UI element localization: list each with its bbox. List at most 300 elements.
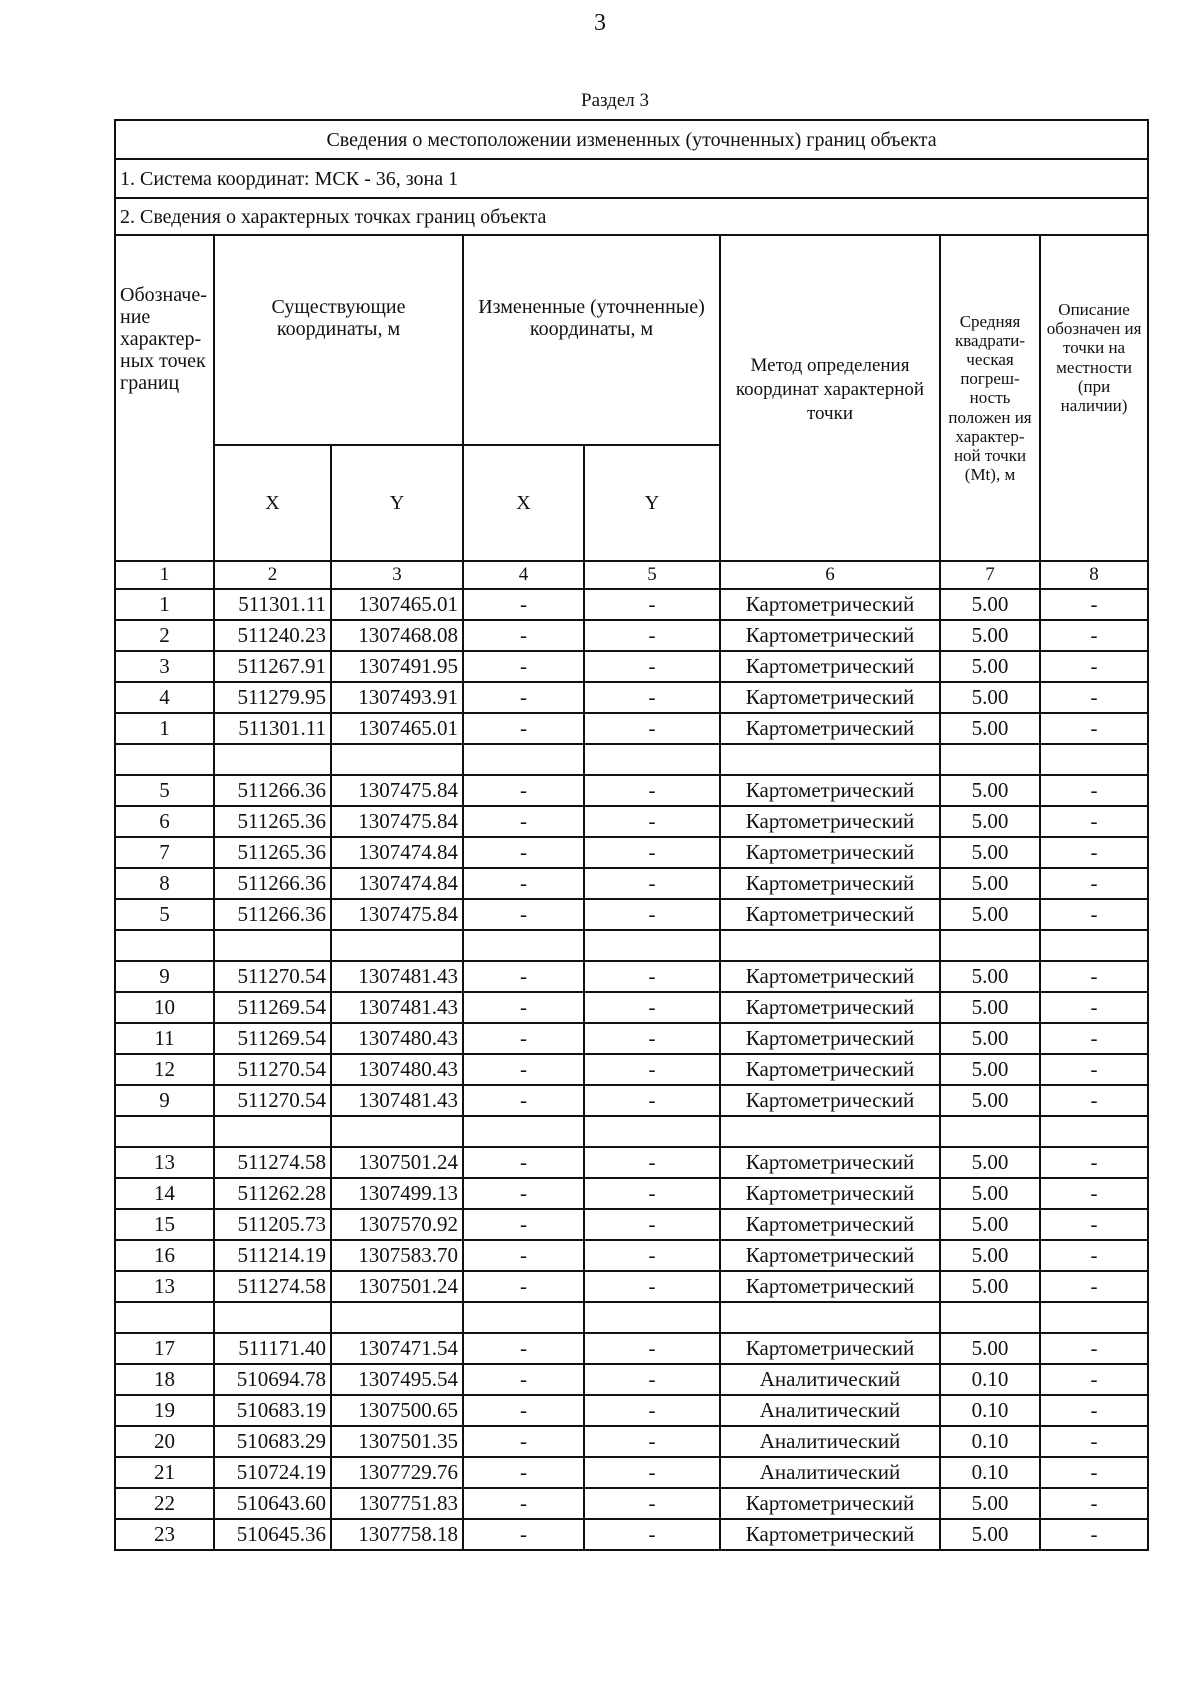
- empty-cell: [584, 1116, 720, 1147]
- empty-cell: [463, 1116, 584, 1147]
- point-number: 13: [115, 1147, 214, 1178]
- method-value: Картометрический: [720, 961, 940, 992]
- changed-x: -: [463, 1426, 584, 1457]
- point-number: 16: [115, 1240, 214, 1271]
- point-number: 12: [115, 1054, 214, 1085]
- description-value: -: [1040, 1333, 1148, 1364]
- existing-y: 1307474.84: [331, 837, 463, 868]
- table-row: [115, 806, 1148, 837]
- page-number: 3: [594, 10, 606, 36]
- changed-y: -: [584, 1240, 720, 1271]
- col-header-mt: Средняя квадрати- ческая погреш- ность положен ия характер- ной точки (Mt), м: [940, 235, 1040, 561]
- existing-x: 511274.58: [214, 1271, 331, 1302]
- description-value: -: [1040, 1209, 1148, 1240]
- description-value: -: [1040, 1085, 1148, 1116]
- table-row: [115, 837, 1148, 868]
- changed-x: -: [463, 775, 584, 806]
- method-value: Картометрический: [720, 992, 940, 1023]
- mt-value: 5.00: [940, 775, 1040, 806]
- mt-value: 5.00: [940, 620, 1040, 651]
- mt-value: 5.00: [940, 1178, 1040, 1209]
- empty-cell: [584, 930, 720, 961]
- point-number: 5: [115, 775, 214, 806]
- changed-x: -: [463, 1085, 584, 1116]
- column-number: 1: [115, 561, 214, 589]
- point-number: 10: [115, 992, 214, 1023]
- empty-cell: [1040, 930, 1148, 961]
- table-row: [115, 1209, 1148, 1240]
- mt-value: 5.00: [940, 1519, 1040, 1550]
- description-value: -: [1040, 713, 1148, 744]
- column-number: 3: [331, 561, 463, 589]
- table-row: [115, 1333, 1148, 1364]
- point-number: 6: [115, 806, 214, 837]
- changed-y: -: [584, 589, 720, 620]
- existing-y: 1307583.70: [331, 1240, 463, 1271]
- point-number: 3: [115, 651, 214, 682]
- col-header-method: Метод определения координат характерной точки: [720, 235, 940, 561]
- existing-y: 1307480.43: [331, 1054, 463, 1085]
- existing-x: 511266.36: [214, 775, 331, 806]
- table-row: [115, 1240, 1148, 1271]
- empty-cell: [720, 930, 940, 961]
- mt-value: 5.00: [940, 806, 1040, 837]
- mt-value: 5.00: [940, 682, 1040, 713]
- point-number: 19: [115, 1395, 214, 1426]
- changed-x: -: [463, 1178, 584, 1209]
- method-value: Картометрический: [720, 837, 940, 868]
- existing-x: 511171.40: [214, 1333, 331, 1364]
- column-number: 6: [720, 561, 940, 589]
- existing-x: 510694.78: [214, 1364, 331, 1395]
- coordinate-system: 1. Система координат: МСК - 36, зона 1: [115, 159, 1148, 198]
- description-value: -: [1040, 775, 1148, 806]
- empty-cell: [584, 1302, 720, 1333]
- method-value: Картометрический: [720, 620, 940, 651]
- table-row: [115, 899, 1148, 930]
- boundary-points-table: [114, 119, 1149, 1551]
- changed-x: -: [463, 1054, 584, 1085]
- point-number: 9: [115, 961, 214, 992]
- changed-y: -: [584, 868, 720, 899]
- empty-cell: [940, 930, 1040, 961]
- existing-y: 1307500.65: [331, 1395, 463, 1426]
- existing-y: 1307499.13: [331, 1178, 463, 1209]
- changed-y: -: [584, 1178, 720, 1209]
- existing-y: 1307481.43: [331, 961, 463, 992]
- existing-x: 511266.36: [214, 868, 331, 899]
- description-value: -: [1040, 1178, 1148, 1209]
- method-value: Аналитический: [720, 1457, 940, 1488]
- changed-x: -: [463, 1271, 584, 1302]
- method-value: Картометрический: [720, 1333, 940, 1364]
- changed-x: -: [463, 899, 584, 930]
- existing-x: 511205.73: [214, 1209, 331, 1240]
- existing-x: 511274.58: [214, 1147, 331, 1178]
- existing-x: 511265.36: [214, 837, 331, 868]
- empty-cell: [331, 1116, 463, 1147]
- method-value: Картометрический: [720, 1240, 940, 1271]
- empty-cell: [115, 1116, 214, 1147]
- col-header-existing-coords: Существующие координаты, м: [214, 235, 463, 445]
- existing-y: 1307481.43: [331, 992, 463, 1023]
- empty-cell: [1040, 744, 1148, 775]
- description-value: -: [1040, 1240, 1148, 1271]
- empty-cell: [463, 744, 584, 775]
- point-number: 1: [115, 713, 214, 744]
- points-heading: 2. Сведения о характерных точках границ объекта: [115, 198, 1148, 235]
- existing-x: 511267.91: [214, 651, 331, 682]
- table-title: Сведения о местоположении измененных (уточненных) границ объекта: [115, 120, 1148, 159]
- changed-y: -: [584, 1457, 720, 1488]
- existing-x: 510683.29: [214, 1426, 331, 1457]
- empty-cell: [720, 1302, 940, 1333]
- empty-cell: [214, 744, 331, 775]
- changed-x: -: [463, 1519, 584, 1550]
- method-value: Картометрический: [720, 806, 940, 837]
- table-row: [115, 1519, 1148, 1550]
- description-value: -: [1040, 992, 1148, 1023]
- existing-x: 511262.28: [214, 1178, 331, 1209]
- mt-value: 5.00: [940, 651, 1040, 682]
- mt-value: 5.00: [940, 992, 1040, 1023]
- method-value: Картометрический: [720, 868, 940, 899]
- changed-x: -: [463, 589, 584, 620]
- empty-cell: [463, 1302, 584, 1333]
- changed-y: -: [584, 961, 720, 992]
- changed-x: -: [463, 1488, 584, 1519]
- method-value: Аналитический: [720, 1395, 940, 1426]
- changed-y: -: [584, 682, 720, 713]
- changed-y: -: [584, 620, 720, 651]
- mt-value: 5.00: [940, 899, 1040, 930]
- point-number: 18: [115, 1364, 214, 1395]
- existing-y: 1307474.84: [331, 868, 463, 899]
- col-header-changed-coords: Измененные (уточненные) координаты, м: [463, 235, 720, 445]
- point-number: 8: [115, 868, 214, 899]
- mt-value: 5.00: [940, 1209, 1040, 1240]
- existing-x: 511265.36: [214, 806, 331, 837]
- column-number: 7: [940, 561, 1040, 589]
- existing-x: 510643.60: [214, 1488, 331, 1519]
- blank-separator-row: [115, 744, 1148, 775]
- existing-y: 1307475.84: [331, 806, 463, 837]
- existing-y: 1307570.92: [331, 1209, 463, 1240]
- table-row: [115, 620, 1148, 651]
- method-value: Картометрический: [720, 1085, 940, 1116]
- table-row: [115, 775, 1148, 806]
- existing-x: 511240.23: [214, 620, 331, 651]
- column-number: 5: [584, 561, 720, 589]
- existing-y: 1307468.08: [331, 620, 463, 651]
- point-number: 11: [115, 1023, 214, 1054]
- method-value: Картометрический: [720, 775, 940, 806]
- empty-cell: [214, 1116, 331, 1147]
- point-number: 7: [115, 837, 214, 868]
- existing-y: 1307465.01: [331, 713, 463, 744]
- method-value: Картометрический: [720, 713, 940, 744]
- method-value: Картометрический: [720, 1054, 940, 1085]
- table-row: [115, 682, 1148, 713]
- table-row: [115, 1147, 1148, 1178]
- existing-x: 510645.36: [214, 1519, 331, 1550]
- changed-x: -: [463, 1147, 584, 1178]
- column-number: 2: [214, 561, 331, 589]
- empty-cell: [331, 930, 463, 961]
- mt-value: 0.10: [940, 1364, 1040, 1395]
- existing-y: 1307758.18: [331, 1519, 463, 1550]
- empty-cell: [463, 930, 584, 961]
- method-value: Картометрический: [720, 1519, 940, 1550]
- empty-cell: [115, 1302, 214, 1333]
- col-header-existing-x: X: [214, 445, 331, 561]
- existing-y: 1307501.24: [331, 1271, 463, 1302]
- existing-x: 510683.19: [214, 1395, 331, 1426]
- changed-x: -: [463, 1209, 584, 1240]
- changed-x: -: [463, 1023, 584, 1054]
- mt-value: 5.00: [940, 961, 1040, 992]
- point-number: 22: [115, 1488, 214, 1519]
- empty-cell: [214, 930, 331, 961]
- blank-separator-row: [115, 1302, 1148, 1333]
- existing-x: 511270.54: [214, 1054, 331, 1085]
- col-header-changed-x: X: [463, 445, 584, 561]
- changed-y: -: [584, 806, 720, 837]
- changed-y: -: [584, 1519, 720, 1550]
- point-number: 9: [115, 1085, 214, 1116]
- mt-value: 5.00: [940, 1333, 1040, 1364]
- table-row: [115, 1364, 1148, 1395]
- existing-y: 1307751.83: [331, 1488, 463, 1519]
- column-number: 8: [1040, 561, 1148, 589]
- description-value: -: [1040, 1426, 1148, 1457]
- existing-x: 511269.54: [214, 992, 331, 1023]
- table-row: [115, 1054, 1148, 1085]
- changed-x: -: [463, 992, 584, 1023]
- empty-cell: [720, 744, 940, 775]
- existing-x: 511279.95: [214, 682, 331, 713]
- existing-x: 511266.36: [214, 899, 331, 930]
- changed-x: -: [463, 1364, 584, 1395]
- changed-y: -: [584, 1209, 720, 1240]
- blank-separator-row: [115, 1116, 1148, 1147]
- mt-value: 0.10: [940, 1395, 1040, 1426]
- method-value: Картометрический: [720, 1271, 940, 1302]
- table-row: [115, 589, 1148, 620]
- empty-cell: [1040, 1302, 1148, 1333]
- point-number: 15: [115, 1209, 214, 1240]
- table-row: [115, 1085, 1148, 1116]
- changed-y: -: [584, 837, 720, 868]
- changed-x: -: [463, 1395, 584, 1426]
- mt-value: 0.10: [940, 1457, 1040, 1488]
- description-value: -: [1040, 1488, 1148, 1519]
- mt-value: 5.00: [940, 1023, 1040, 1054]
- changed-y: -: [584, 1271, 720, 1302]
- changed-y: -: [584, 713, 720, 744]
- changed-x: -: [463, 1333, 584, 1364]
- description-value: -: [1040, 1457, 1148, 1488]
- description-value: -: [1040, 1364, 1148, 1395]
- empty-cell: [331, 744, 463, 775]
- point-number: 1: [115, 589, 214, 620]
- changed-x: -: [463, 806, 584, 837]
- mt-value: 5.00: [940, 1085, 1040, 1116]
- point-number: 17: [115, 1333, 214, 1364]
- changed-x: -: [463, 868, 584, 899]
- col-header-existing-y: Y: [331, 445, 463, 561]
- empty-cell: [940, 1302, 1040, 1333]
- changed-y: -: [584, 775, 720, 806]
- changed-y: -: [584, 992, 720, 1023]
- mt-value: 5.00: [940, 589, 1040, 620]
- description-value: -: [1040, 589, 1148, 620]
- mt-value: 5.00: [940, 1240, 1040, 1271]
- existing-y: 1307729.76: [331, 1457, 463, 1488]
- method-value: Картометрический: [720, 1147, 940, 1178]
- col-header-description: Описание обозначен ия точки на местности (при наличии): [1040, 235, 1148, 561]
- existing-x: 511301.11: [214, 713, 331, 744]
- existing-x: 511269.54: [214, 1023, 331, 1054]
- point-number: 14: [115, 1178, 214, 1209]
- empty-cell: [1040, 1116, 1148, 1147]
- empty-cell: [720, 1116, 940, 1147]
- blank-separator-row: [115, 930, 1148, 961]
- existing-y: 1307475.84: [331, 899, 463, 930]
- method-value: Картометрический: [720, 682, 940, 713]
- existing-y: 1307493.91: [331, 682, 463, 713]
- section-title: Раздел 3: [581, 90, 649, 111]
- method-value: Картометрический: [720, 1178, 940, 1209]
- table-row: [115, 1178, 1148, 1209]
- existing-x: 511270.54: [214, 961, 331, 992]
- point-number: 20: [115, 1426, 214, 1457]
- description-value: -: [1040, 651, 1148, 682]
- method-value: Картометрический: [720, 1488, 940, 1519]
- empty-cell: [214, 1302, 331, 1333]
- table-row: [115, 868, 1148, 899]
- changed-y: -: [584, 1333, 720, 1364]
- empty-cell: [331, 1302, 463, 1333]
- description-value: -: [1040, 682, 1148, 713]
- existing-x: 511214.19: [214, 1240, 331, 1271]
- changed-x: -: [463, 682, 584, 713]
- col-header-changed-y: Y: [584, 445, 720, 561]
- changed-y: -: [584, 1147, 720, 1178]
- existing-x: 511301.11: [214, 589, 331, 620]
- mt-value: 0.10: [940, 1426, 1040, 1457]
- description-value: -: [1040, 1519, 1148, 1550]
- point-number: 4: [115, 682, 214, 713]
- table-row: [115, 1488, 1148, 1519]
- changed-y: -: [584, 1488, 720, 1519]
- table-row: [115, 713, 1148, 744]
- method-value: Картометрический: [720, 899, 940, 930]
- description-value: -: [1040, 1147, 1148, 1178]
- method-value: Аналитический: [720, 1426, 940, 1457]
- changed-y: -: [584, 899, 720, 930]
- column-number: 4: [463, 561, 584, 589]
- changed-y: -: [584, 1054, 720, 1085]
- mt-value: 5.00: [940, 1271, 1040, 1302]
- changed-x: -: [463, 651, 584, 682]
- description-value: -: [1040, 1023, 1148, 1054]
- description-value: -: [1040, 1271, 1148, 1302]
- existing-x: 510724.19: [214, 1457, 331, 1488]
- empty-cell: [940, 1116, 1040, 1147]
- description-value: -: [1040, 899, 1148, 930]
- existing-y: 1307475.84: [331, 775, 463, 806]
- changed-x: -: [463, 837, 584, 868]
- mt-value: 5.00: [940, 1488, 1040, 1519]
- point-number: 23: [115, 1519, 214, 1550]
- changed-y: -: [584, 651, 720, 682]
- changed-x: -: [463, 713, 584, 744]
- description-value: -: [1040, 806, 1148, 837]
- description-value: -: [1040, 620, 1148, 651]
- table-row: [115, 992, 1148, 1023]
- method-value: Картометрический: [720, 1023, 940, 1054]
- description-value: -: [1040, 961, 1148, 992]
- mt-value: 5.00: [940, 1054, 1040, 1085]
- changed-x: -: [463, 620, 584, 651]
- changed-y: -: [584, 1395, 720, 1426]
- description-value: -: [1040, 868, 1148, 899]
- changed-x: -: [463, 1457, 584, 1488]
- table-row: [115, 1457, 1148, 1488]
- changed-y: -: [584, 1085, 720, 1116]
- empty-cell: [115, 744, 214, 775]
- changed-y: -: [584, 1426, 720, 1457]
- table-row: [115, 651, 1148, 682]
- mt-value: 5.00: [940, 837, 1040, 868]
- existing-y: 1307481.43: [331, 1085, 463, 1116]
- method-value: Аналитический: [720, 1364, 940, 1395]
- method-value: Картометрический: [720, 589, 940, 620]
- existing-y: 1307495.54: [331, 1364, 463, 1395]
- empty-cell: [940, 744, 1040, 775]
- table-row: [115, 1426, 1148, 1457]
- point-number: 2: [115, 620, 214, 651]
- table-row: [115, 1395, 1148, 1426]
- description-value: -: [1040, 837, 1148, 868]
- description-value: -: [1040, 1054, 1148, 1085]
- changed-x: -: [463, 961, 584, 992]
- point-number: 13: [115, 1271, 214, 1302]
- changed-y: -: [584, 1023, 720, 1054]
- mt-value: 5.00: [940, 1147, 1040, 1178]
- existing-y: 1307480.43: [331, 1023, 463, 1054]
- description-value: -: [1040, 1395, 1148, 1426]
- mt-value: 5.00: [940, 868, 1040, 899]
- point-number: 5: [115, 899, 214, 930]
- col-header-point-designation: Обозначе- ние характер- ных точек границ: [115, 235, 214, 561]
- mt-value: 5.00: [940, 713, 1040, 744]
- existing-y: 1307491.95: [331, 651, 463, 682]
- existing-y: 1307465.01: [331, 589, 463, 620]
- empty-cell: [584, 744, 720, 775]
- existing-y: 1307501.24: [331, 1147, 463, 1178]
- existing-x: 511270.54: [214, 1085, 331, 1116]
- method-value: Картометрический: [720, 1209, 940, 1240]
- point-number: 21: [115, 1457, 214, 1488]
- method-value: Картометрический: [720, 651, 940, 682]
- column-number-row: [115, 561, 1148, 589]
- changed-y: -: [584, 1364, 720, 1395]
- table-row: [115, 961, 1148, 992]
- existing-y: 1307471.54: [331, 1333, 463, 1364]
- empty-cell: [115, 930, 214, 961]
